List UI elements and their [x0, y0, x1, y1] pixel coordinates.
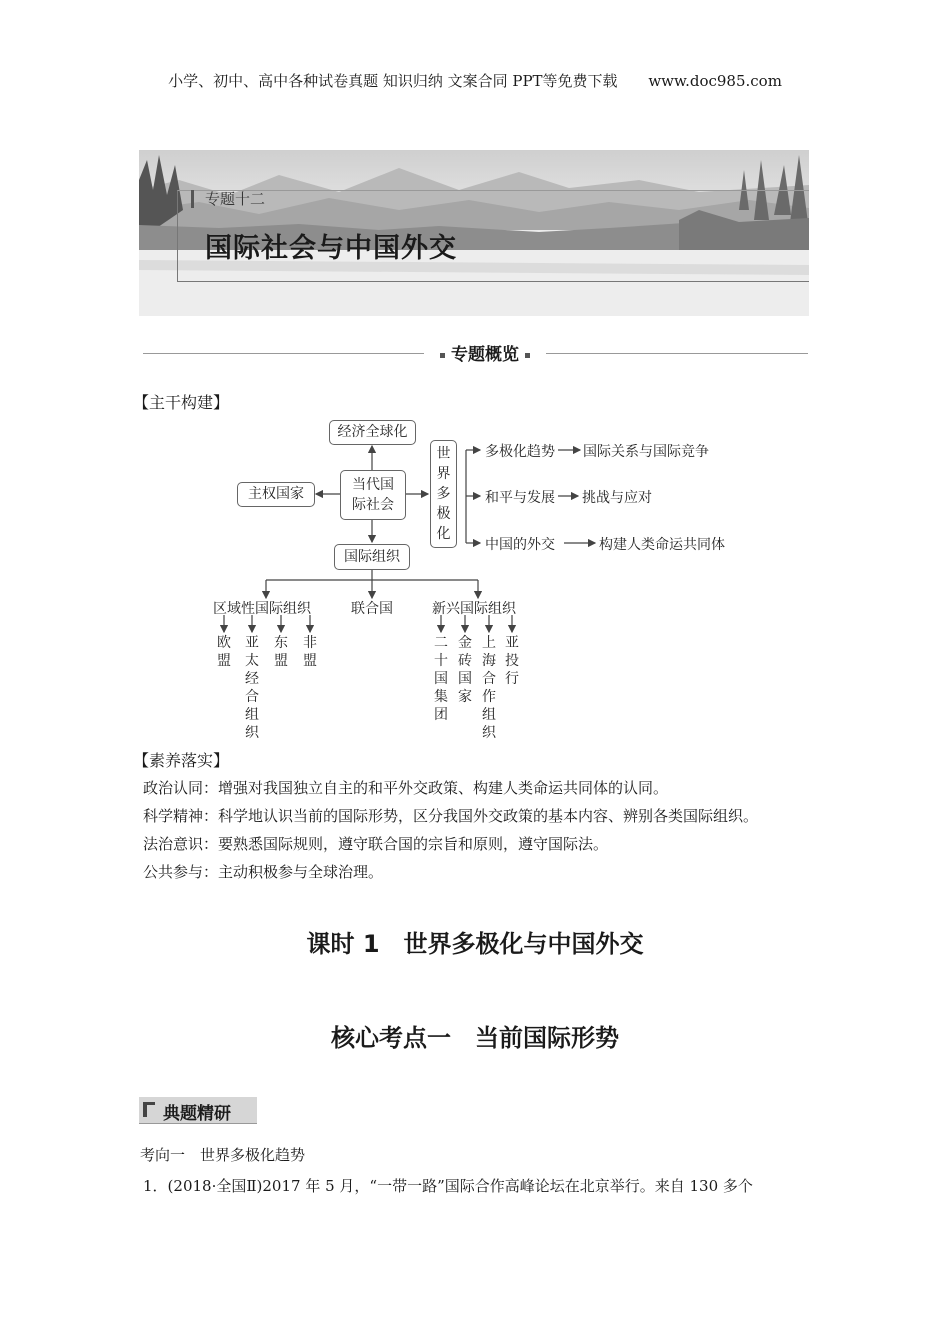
- question-1: 1．(2018·全国Ⅱ)2017 年 5 月，“一带一路”国际合作高峰论坛在北京举行。来自 130 多个: [143, 1177, 753, 1195]
- node-international-org: 国际组织: [334, 544, 410, 570]
- branch-shared-future: 构建人类命运共同体: [599, 537, 725, 553]
- group-regional: 区域性国际组织: [213, 601, 311, 617]
- literacy-item: 公共参与：主动积极参与全球治理。: [143, 863, 384, 881]
- main-construct-heading: 【主干构建】: [133, 393, 230, 412]
- section-badge: [139, 1097, 257, 1124]
- branch-challenges: 挑战与应对: [582, 490, 652, 506]
- document-icon: [143, 1102, 155, 1117]
- header-text: 小学、初中、高中各种试卷真题 知识归纳 文案合同 PPT等免费下载: [168, 72, 618, 90]
- item-eu: 欧盟: [217, 635, 231, 669]
- literacy-item: 科学精神：科学地认识当前的国际形势，区分我国外交政策的基本内容、辨别各类国际组织。: [143, 807, 759, 825]
- item-au: 非盟: [303, 635, 317, 669]
- banner-title: 国际社会与中国外交: [205, 233, 457, 264]
- core-point-title: 核心考点一 当前国际形势: [331, 1024, 619, 1052]
- literacy-heading: 【素养落实】: [133, 751, 230, 770]
- item-sco: 上海合作组织: [482, 635, 496, 741]
- section-badge-label: 典题精研: [163, 1104, 231, 1124]
- branch-peace-development: 和平与发展: [485, 490, 555, 506]
- direction-heading: 考向一 世界多极化趋势: [140, 1146, 306, 1164]
- lesson-title: 课时 1 世界多极化与中国外交: [306, 930, 644, 958]
- item-apec: 亚太经合组织: [245, 635, 259, 741]
- item-asean: 东盟: [274, 635, 288, 669]
- branch-multipolar-trend: 多极化趋势: [485, 444, 555, 460]
- node-economic-globalization: 经济全球化: [329, 420, 416, 445]
- group-emerging: 新兴国际组织: [432, 601, 516, 617]
- item-brics: 金砖国家: [458, 635, 472, 705]
- item-aiib: 亚投行: [505, 635, 519, 687]
- branch-intl-relations: 国际关系与国际竞争: [583, 444, 709, 460]
- banner-subtitle: 专题十二: [205, 190, 266, 208]
- header-url[interactable]: www.doc985.com: [648, 72, 782, 90]
- overview-text: 专题概览: [451, 345, 519, 365]
- item-g20: 二十国集团: [434, 635, 448, 723]
- branch-china-diplomacy: 中国的外交: [485, 537, 555, 553]
- node-world-multipolarity: 世界多极化: [430, 440, 457, 548]
- literacy-item: 政治认同：增强对我国独立自主的和平外交政策、构建人类命运共同体的认同。: [143, 779, 669, 797]
- literacy-item: 法治意识：要熟悉国际规则，遵守联合国的宗旨和原则，遵守国际法。: [143, 835, 609, 853]
- node-contemporary-society: 当代国际社会: [340, 470, 406, 520]
- group-un: 联合国: [351, 601, 393, 617]
- node-sovereign-state: 主权国家: [237, 482, 315, 507]
